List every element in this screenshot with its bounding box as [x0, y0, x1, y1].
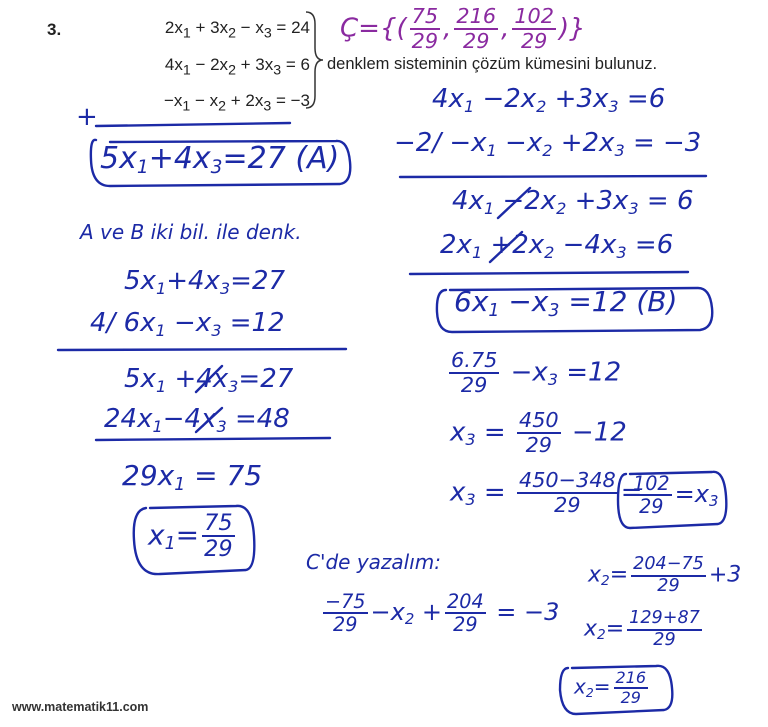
c-equation: $\frac{-75}{29}$ −x2 + $\frac{204}{29}$ = −3 — [325, 590, 560, 637]
brace-icon — [303, 10, 325, 110]
right-step-1: 4x1 −2x2 +3x3 =6 — [432, 84, 666, 116]
x1-result: x1= $\frac{75}{29}$ — [148, 510, 233, 563]
rule-right-1 — [400, 176, 706, 177]
right-step-2: −2/ −x1 −x2 +2x3 = −3 — [394, 128, 702, 160]
rule-left-2 — [96, 438, 330, 440]
x2-line-2: x2= $\frac{129+87}{29}$ — [584, 608, 700, 650]
left-step-3: 5x1 +4x3=27 — [124, 364, 294, 396]
x3-line-2: x3 = $\frac{450-348}{29}$ = — [450, 468, 643, 517]
x3-result: $\frac{102}{29}$ =x3 — [633, 472, 719, 519]
plus-sign: + — [76, 102, 98, 132]
rule-left-1 — [58, 349, 346, 350]
left-step-4: 24x1−4x3 =48 — [104, 404, 290, 436]
equation-1: $2x_1 + 3x_2 - x_3 = 24$ — [164, 18, 310, 42]
equation-3: $-x_1 - x_2 + 2x_3 = -3$ — [163, 91, 310, 115]
right-step-3: 4x1 −2x2 +3x3 = 6 — [452, 186, 694, 218]
equation-2: $4x_1 - 2x_2 + 3x_3 = 6$ — [164, 55, 310, 79]
note-a-b: A ve B iki bil. ile denk. — [80, 220, 302, 244]
left-step-1: 5x1+4x3=27 — [124, 266, 286, 298]
equation-a: 5x1+4x3=27 (A) — [100, 141, 340, 179]
equation-b: 6x1 −x3 =12 (B) — [454, 285, 678, 321]
c-note: C'de yazalım: — [306, 550, 441, 574]
substitution-line: $\frac{6.75}{29}$ −x3 =12 — [451, 348, 622, 397]
left-sum: 29x1 = 75 — [122, 459, 263, 495]
x2-result: x2= $\frac{216}{29}$ — [574, 668, 647, 707]
rule-right-2 — [410, 272, 688, 274]
problem-instruction: denklem sisteminin çözüm kümesini bulunuz. — [327, 55, 658, 73]
right-step-4: 2x1 +2x2 −4x3 =6 — [440, 230, 674, 262]
site-footer: www.matematik11.com — [12, 700, 149, 714]
problem-number: 3. — [47, 20, 62, 39]
solution-set: Ç={( $\frac{75}{29}$ , $\frac{216}{29}$ , $\frac{102}{29}$ )} — [340, 4, 586, 53]
underline-system — [96, 123, 290, 126]
left-step-2: 4/ 6x1 −x3 =12 — [90, 308, 285, 340]
x3-line-1: x3 = $\frac{450}{29}$ −12 — [450, 408, 627, 457]
x2-line-1: x2= $\frac{204-75}{29}$ +3 — [588, 554, 742, 596]
